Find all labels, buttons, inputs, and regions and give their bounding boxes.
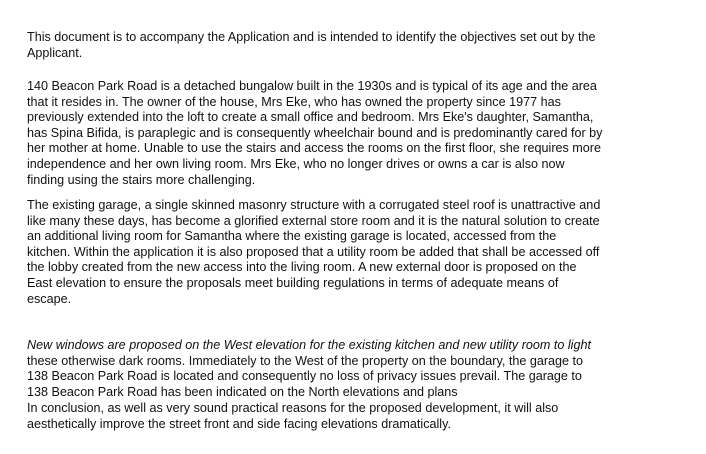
paragraph-property [27,79,602,188]
text-line: aesthetically improve the street front and side facing elevations dramatically. [27,416,451,431]
text-line: 138 Beacon Park Road is located and consequently no loss of privacy issues prevail. The garage to [27,369,582,384]
paragraph-garage [27,198,600,307]
text-line: kitchen. Within the application it is also proposed that a utility room be added that shall be accessed off [27,244,600,259]
paragraph-intro [27,30,595,61]
paragraph-conclusion [27,401,558,432]
text-line: In conclusion, as well as very sound practical reasons for the proposed development, it will also [27,401,559,415]
text-line: The existing garage, a single skinned masonry structure with a corrugated steel roof is unattractive and [27,198,601,212]
text-line: East elevation to ensure the proposals meet building regulations in terms of adequate means of [27,275,559,290]
text-line: the lobby created from the new access into the living room. A new external door is proposed on the [27,260,577,275]
text-line: independence and her own living room. Mrs Eke, who no longer drives or owns a car is also now [27,156,565,171]
text-line: 138 Beacon Park Road has been indicated on the North elevations and plans [27,384,458,399]
text-line: This document is to accompany the Application and is intended to identify the objectives set out by the [27,30,596,44]
text-line: like many these days, has become a glorified external store room and it is the natural solution to create [27,213,600,228]
text-line: escape. [27,291,72,306]
text-line: previously extended into the loft to create a small office and bedroom. Mrs Eke's daughter, Samantha, [27,110,594,125]
text-line: has Spina Bifida, is paraplegic and is consequently wheelchair bound and is predominantly cared for by [27,125,603,140]
text-line: her mother at home. Unable to use the stairs and access the rooms on the first floor, she requires more [27,141,601,156]
text-line: these otherwise dark rooms. Immediately to the West of the property on the boundary, the garage to [27,353,584,368]
text-line: that it resides in. The owner of the house, Mrs Eke, who has owned the property since 1977 has [27,94,561,109]
text-line: Applicant. [27,45,83,60]
paragraph-windows [27,338,591,400]
text-line: an additional living room for Samantha where the existing garage is located, accessed from the [27,229,557,244]
text-line: New windows are proposed on the West elevation for the existing kitchen and new utility room to light [27,338,591,352]
text-line: finding using the stairs more challenging. [27,172,256,187]
text-line: 140 Beacon Park Road is a detached bungalow built in the 1930s and is typical of its age and the area [27,79,597,93]
